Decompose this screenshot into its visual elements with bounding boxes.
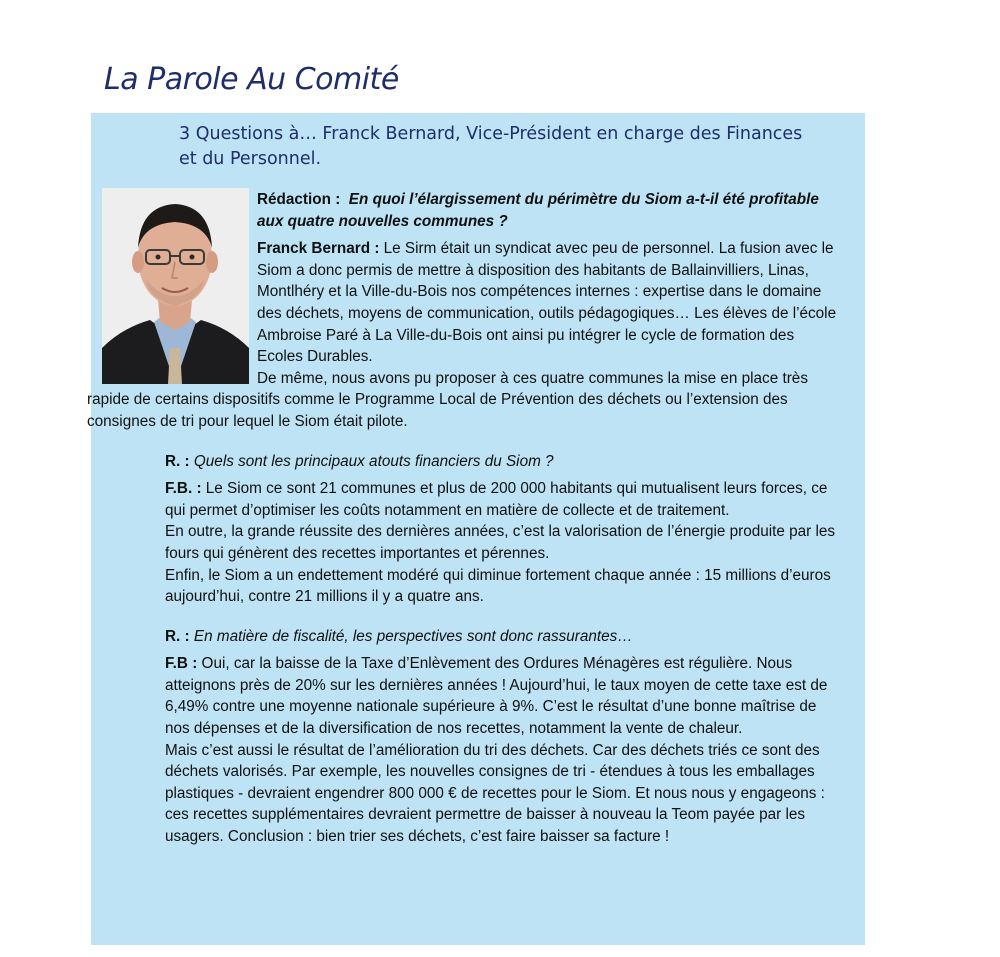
answer-1-text: Le Sirm était un syndicat avec peu de personnel. La fusion avec le Siom a donc permis de mettre à disposition des habitants de Ballainvilliers, Linas, Montlhéry et la Ville-du-Bois nos compétences internes : expertise dans le domaine des déchets, moyens de communication, outils pédagogiques… Les élèves de l’école Ambroise Paré à La Ville-du-Bois ont ainsi pu intégrer le cycle de formation des Ecoles Durables. [257,240,837,366]
answer-3-label: F.B : [165,655,198,673]
answer-2-text: Le Siom ce sont 21 communes et plus de 200 000 habitants qui mutualisent leurs forces, ce qui permet d’optimiser les coûts notamment en matière de collecte et de traitement. [165,480,828,519]
interview-subtitle: 3 Questions à… Franck Bernard, Vice-Président en charge des Finances et du Personnel. [179,124,803,169]
question-2 [165,451,837,473]
answer-1 [165,238,837,368]
question-1-label: Rédaction : [257,191,341,208]
answer-2-label: F.B. : [165,480,202,498]
question-2-text: Quels sont les principaux atouts financiers du Siom ? [193,452,554,470]
question-2-label: R. : [165,452,190,470]
answer-3-text: Oui, car la baisse de la Taxe d’Enlèvement des Ordures Ménagères est régulière. Nous atteignons près de 20% sur les dernières années ! Aujourd’hui, le taux moyen de cette taxe est de 6,49% contre une moyenne nationale supérieure à 9%. C’est le résultat d’une bonne maîtrise de nos dépenses et de la diversification de nos recettes, notamment la vente de chaleur. [165,655,828,738]
question-1-text: En quoi l’élargissement du périmètre du Siom a-t-il été profitable aux quatre nouvelles communes ? [257,191,819,230]
answer-2-continued: En outre, la grande réussite des dernières années, c’est la valorisation de l’énergie produite par les fours qui génèrent des recettes importantes et pérennes. [165,523,836,562]
answer-3 [165,653,837,739]
question-1 [165,189,837,232]
question-3-text: En matière de fiscalité, les perspectives sont donc rassurantes… [193,627,633,645]
answer-3-continued: Mais c’est aussi le résultat de l’amélioration du tri des déchets. Car des déchets triés ce sont des déchets valorisés. Par exemple, les nouvelles consignes de tri - étendues à tous les emballages plastiques - devraient engendrer 800 000 € de recettes pour le Siom. Et nous nous y engageons : ces recettes supplémentaires devraient permettre de baisser à nouveau la Teom payée par les usagers. Conclusion : bien trier ses déchets, c’est faire baisser sa facture ! [165,741,825,846]
answer-2 [165,478,837,521]
question-3-label: R. : [165,627,190,645]
interview-body [87,189,837,848]
answer-1-label: Franck Bernard : [257,240,380,258]
photo-wrap-spacer [165,189,257,378]
question-3 [165,626,837,648]
answer-2-final: Enfin, le Siom a un endettement modéré qui diminue fortement chaque année : 15 millions d’euros aujourd’hui, contre 21 millions il y a quatre ans. [165,566,831,606]
page-title: La Parole Au Comité [104,62,399,97]
answer-1-continued: De même, nous avons pu proposer à ces quatre communes la mise en place très rapide de certains dispositifs comme le Programme Local de Prévention des déchets ou l’extension des consignes de tri pour lequel le Siom était pilote. [87,369,808,430]
interview-panel [87,113,865,945]
